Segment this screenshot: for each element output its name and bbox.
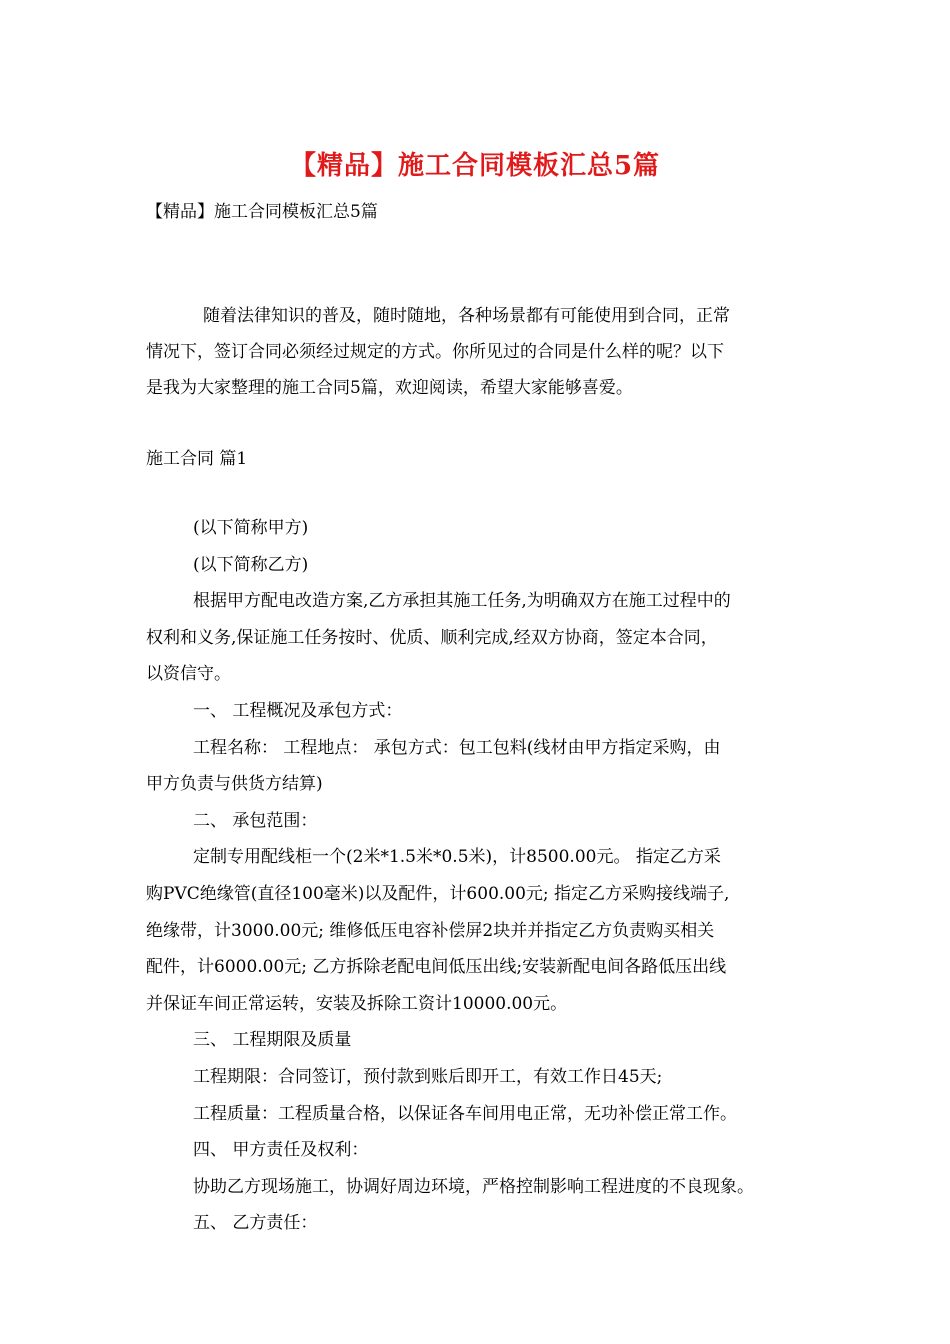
body-line: 定制专用配线柜一个(2米*1.5米*0.5米)，计8500.00元。 指定乙方采	[193, 847, 721, 868]
clause-heading: 五、 乙方责任：	[193, 1213, 318, 1234]
intro-paragraph	[146, 298, 806, 406]
clause-heading: 三、 工程期限及质量	[193, 1030, 352, 1051]
body-line: (以下简称乙方)	[193, 554, 309, 575]
clause-heading: 二、 承包范围：	[193, 810, 318, 831]
body-line: 协助乙方现场施工，协调好周边环境，严格控制影响工程进度的不良现象。	[193, 1176, 754, 1197]
clause-heading: 一、 工程概况及承包方式：	[193, 700, 403, 721]
contract-body	[146, 510, 826, 1242]
body-line: 根据甲方配电改造方案,乙方承担其施工任务,为明确双方在施工过程中的	[193, 591, 731, 612]
intro-line: 是我为大家整理的施工合同5篇，欢迎阅读，希望大家能够喜爱。	[146, 378, 633, 398]
intro-line: 情况下，签订合同必须经过规定的方式。你所见过的合同是什么样的呢？以下	[146, 342, 724, 362]
body-line: 绝缘带，计3000.00元; 维修低压电容补偿屏2块并并指定乙方负责购买相关	[146, 920, 715, 941]
body-line: 配件，计6000.00元; 乙方拆除老配电间低压出线;安装新配电间各路低压出线	[146, 957, 727, 978]
body-line: (以下简称甲方)	[193, 518, 309, 538]
body-line: 购PVC绝缘管(直径100毫米)以及配件，计600.00元; 指定乙方采购接线端子,	[146, 883, 730, 904]
body-line: 并保证车间正常运转，安装及拆除工资计10000.00元。	[146, 993, 568, 1014]
body-line: 甲方负责与供货方结算)	[146, 774, 323, 795]
document-subtitle: 【精品】施工合同模板汇总5篇	[146, 202, 378, 222]
body-line: 工程质量：工程质量合格，以保证各车间用电正常，无功补偿正常工作。	[193, 1103, 737, 1124]
body-line: 权利和义务,保证施工任务按时、优质、顺利完成,经双方协商，签定本合同，	[146, 627, 718, 648]
body-line: 工程名称： 工程地点： 承包方式：包工包料(线材由甲方指定采购，由	[193, 737, 721, 758]
clause-heading: 四、 甲方责任及权利：	[193, 1140, 369, 1161]
intro-line: 随着法律知识的普及，随时随地，各种场景都有可能使用到合同，正常	[203, 306, 730, 326]
body-line: 工程期限：合同签订，预付款到账后即开工，有效工作日45天;	[193, 1066, 663, 1087]
section-heading: 施工合同 篇1	[146, 449, 248, 469]
body-line: 以资信守。	[146, 664, 231, 685]
document-title: 【精品】施工合同模板汇总5篇	[289, 151, 661, 181]
